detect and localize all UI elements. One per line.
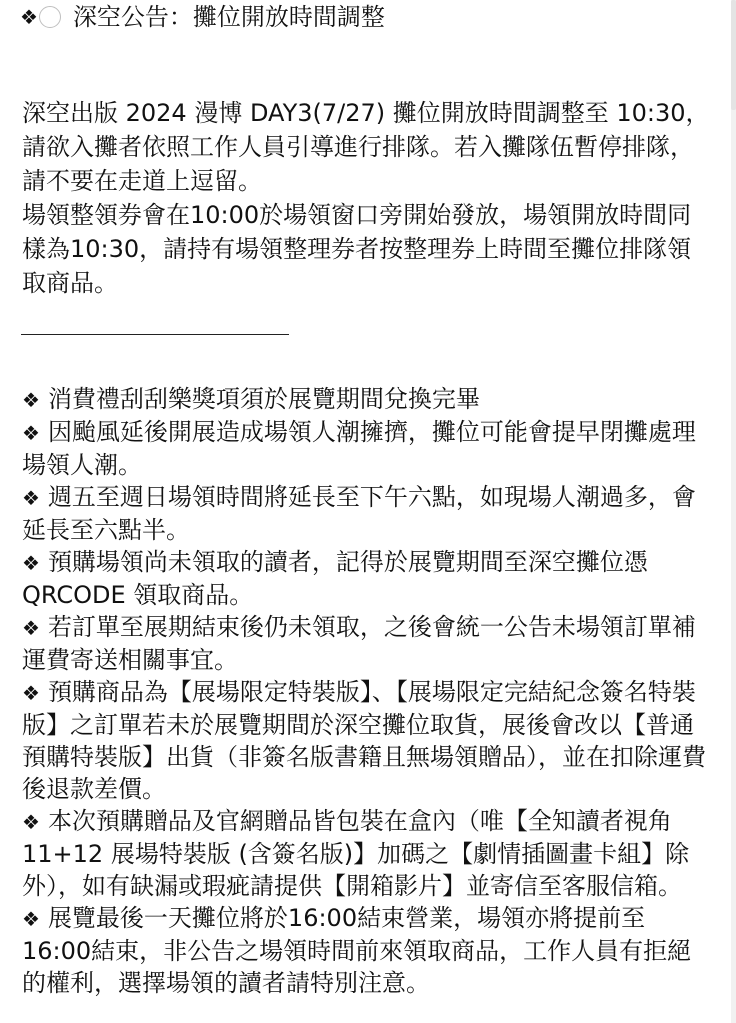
announcement-body [22,96,712,300]
notice-text: 因颱風延後開展造成場領人潮擁擠，攤位可能會提早閉攤處理場領人潮。 [22,418,696,479]
notice-text: 本次預購贈品及官網贈品皆包裝在盒內（唯【全知讀者視角 11+12 展場特裝版 (含簽名版)】加碼之【劇情插圖畫卡組】除外），如有缺漏或瑕疵請提供【開箱影片】並寄信至客服信箱。 [22,807,690,900]
scrollbar[interactable] [731,0,736,1023]
notice-text: 展覽最後一天攤位將於16:00結束營業，場領亦將提前至16:00結束，非公告之場領時間前來領取商品，工作人員有拒絕的權利，選擇場領的讀者請特別注意。 [22,904,692,997]
notice-text: 預購商品為【展場限定特裝版】、【展場限定完結紀念簽名特裝版】之訂單若未於展覽期間於深空攤位取貨，展後會改以【普通預購特裝版】出貨（非簽名版書籍且無場領贈品），並在扣除運費後退款差價。 [22,678,706,803]
notice-item [22,481,712,546]
notice-item [22,805,712,902]
diamond-bullet-icon: ❖ [22,421,40,445]
notice-text: 週五至週日場領時間將延長至下午六點，如現場人潮過多，會延長至六點半。 [22,483,696,544]
notice-item [22,546,712,611]
scrollbar-thumb[interactable] [731,0,736,110]
diamond-bullet-icon: ❖ [22,388,40,412]
page-title [20,1,385,33]
diamond-bullet-icon: ❖ [22,551,40,575]
notice-text: 消費禮刮刮樂獎項須於展覽期間兌換完畢 [47,385,480,413]
page-title-text: 深空公告：攤位開放時間調整 [72,3,385,31]
notice-item [22,902,712,999]
diamond-bullet-icon: ❖ [22,486,40,510]
diamond-bullet-icon: ❖ [20,5,38,29]
diamond-bullet-icon: ❖ [22,616,40,640]
notice-item [22,676,712,805]
announcement-paragraph: 場領整領券會在10:00於場領窗口旁開始發放，場領開放時間同樣為10:30，請持有場領整理券者按整理券上時間至攤位排隊領取商品。 [22,201,692,297]
announcement-paragraph: 深空出版 2024 漫博 DAY3(7/27) 攤位開放時間調整至 10:30，請欲入攤者依照工作人員引導進行排隊。若入攤隊伍暫停排隊，請不要在走道上逗留。 [22,99,710,195]
notice-text: 預購場領尚未領取的讀者，記得於展覽期間至深空攤位憑 QRCODE 領取商品。 [22,548,648,609]
diamond-bullet-icon: ❖ [22,810,40,834]
diamond-bullet-icon: ❖ [22,907,40,931]
divider [21,334,289,335]
diamond-bullet-icon: ❖ [22,681,40,705]
notice-item [22,383,712,416]
notice-list [22,383,712,999]
circle-icon [39,6,61,28]
notice-item [22,611,712,676]
notice-item [22,416,712,481]
notice-text: 若訂單至展期結束後仍未領取，之後會統一公告未場領訂單補運費寄送相關事宜。 [22,613,696,674]
